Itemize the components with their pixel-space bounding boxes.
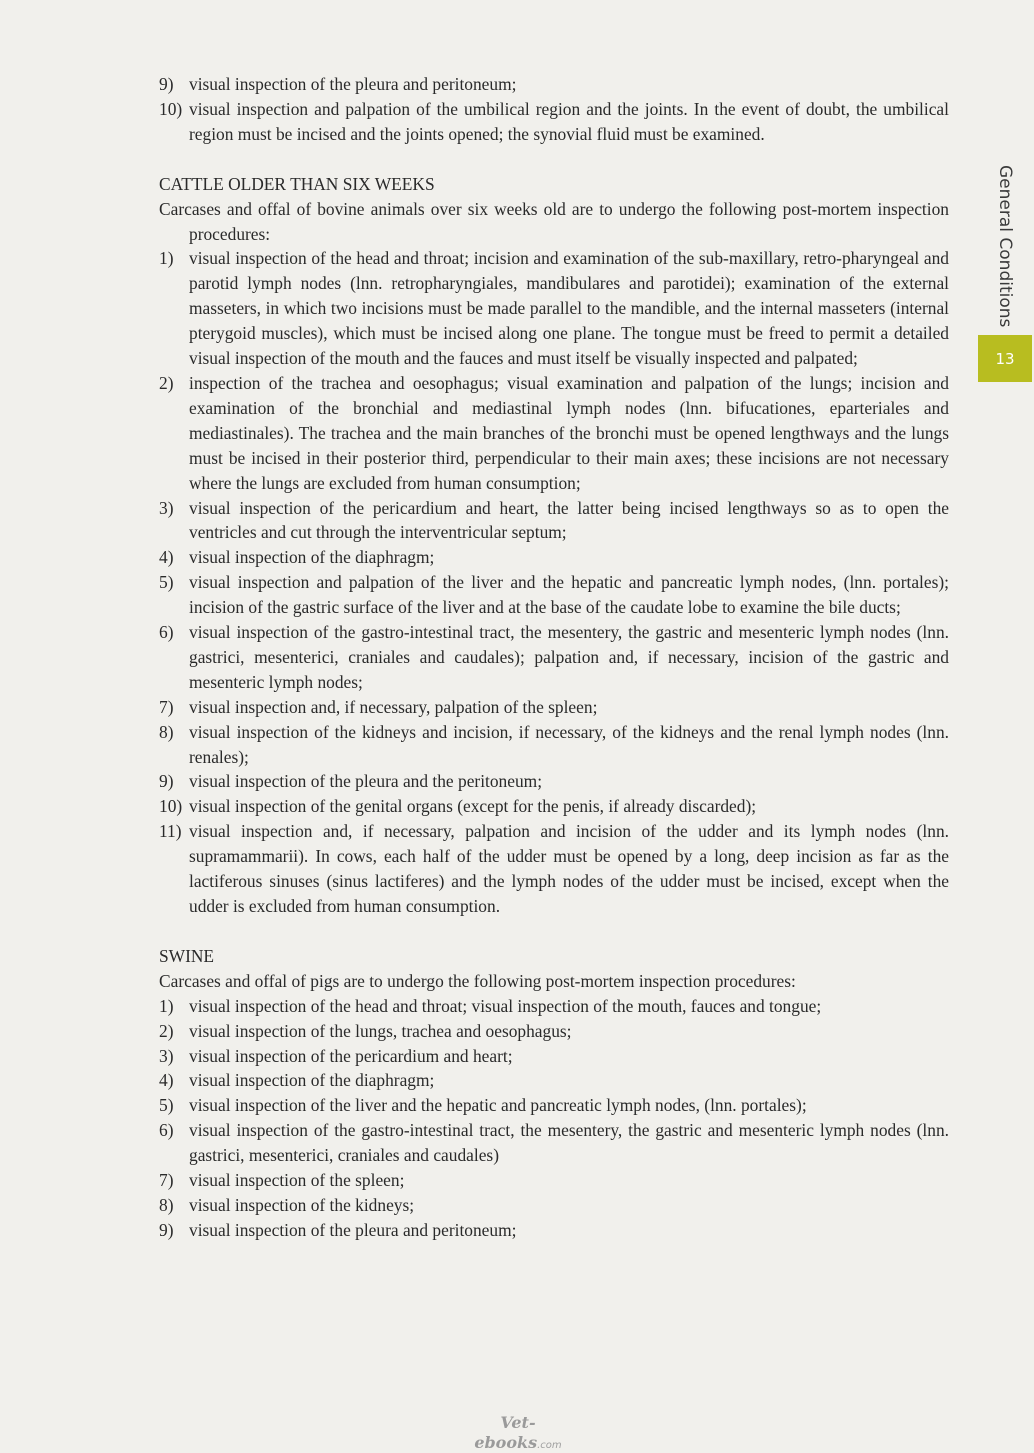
list-item: 6) visual inspection of the gastro-intestinal tract, the mesentery, the gastric and mesenteric lymph nodes (lnn. gastrici, mesenterici, craniales and caudales); palpation and, if necessary, incision of the gastric and mesenteric lymph nodes; (159, 622, 949, 692)
list-item: 6) visual inspection of the gastro-intestinal tract, the mesentery, the gastric and mesenteric lymph nodes (lnn. gastrici, mesenterici, craniales and caudales) (159, 1120, 949, 1166)
list-item: 7) visual inspection and, if necessary, palpation of the spleen; (159, 696, 598, 717)
list-item: 8) visual inspection of the kidneys; (159, 1194, 415, 1215)
list-item: 5) visual inspection of the liver and the hepatic and pancreatic lymph nodes, (lnn. portales); (159, 1095, 807, 1116)
watermark-text: Vet-ebooks (474, 1413, 538, 1452)
list-item: 7) visual inspection of the spleen; (159, 1170, 405, 1191)
section-title: General Conditions (995, 165, 1015, 328)
list-item: 9) visual inspection of the pleura and the peritoneum; (159, 771, 543, 792)
list-item: 1) visual inspection of the head and throat; visual inspection of the mouth, fauces and tongue; (159, 995, 822, 1016)
section-intro-swine: Carcases and offal of pigs are to undergo the following post-mortem inspection procedures: (159, 970, 796, 991)
spacer (159, 919, 949, 944)
list-item: 4) visual inspection of the diaphragm; (159, 1070, 435, 1091)
list-item: 3) visual inspection of the pericardium and heart; (159, 1045, 513, 1066)
list-item: 5) visual inspection and palpation of the liver and the hepatic and pancreatic lymph nodes, (lnn. portales); incision of the gastric surface of the liver and at the base of the caudate lobe to examine the bile ducts; (159, 572, 949, 618)
section-heading-cattle: CATTLE OLDER THAN SIX WEEKS (159, 173, 435, 194)
page-number-tab (978, 335, 1032, 382)
list-item: 9) visual inspection of the pleura and peritoneum; (159, 74, 517, 94)
page-number: 13 (995, 349, 1015, 368)
section-intro-cattle: Carcases and offal of bovine animals over six weeks old are to undergo the following post-mortem inspection procedures: (159, 198, 949, 244)
footer-watermark (458, 1413, 578, 1452)
list-item: 1) visual inspection of the head and throat; incision and examination of the sub-maxillary, retro-pharyngeal and parotid lymph nodes (lnn. retropharyngiales, mandibulares and parotidei); examination of the external masseters, in which two incisions must be made parallel to the mandible, and the internal masseters (internal pterygoid muscles), which must be incised along one plane. The tongue must be freed to permit a detailed visual inspection of the mouth and the fauces and must itself be visually inspected and palpated; (159, 248, 949, 369)
list-item: 2) visual inspection of the lungs, trachea and oesophagus; (159, 1020, 572, 1041)
list-item: 8) visual inspection of the kidneys and incision, if necessary, of the kidneys and the renal lymph nodes (lnn. renales); (159, 721, 949, 767)
watermark-suffix: .com (537, 1440, 562, 1451)
list-item: 2) inspection of the trachea and oesophagus; visual examination and palpation of the lungs; incision and examination of the bronchial and mediastinal lymph nodes (lnn. bifucationes, eparteriales and mediastinales). The trachea and the main branches of the bronchi must be opened lengthways and the lungs must be incised in their posterior third, perpendicular to their main axes; these incisions are not necessary where the lungs are excluded from human consumption; (159, 372, 949, 493)
section-heading-swine: SWINE (159, 945, 215, 966)
page-content (159, 72, 949, 1243)
list-item: 11) visual inspection and, if necessary, palpation and incision of the udder and its lymph nodes (lnn. supramammarii). In cows, each half of the udder must be opened by a long, deep incision as far as the lactiferous sinuses (sinus lactiferes) and the lymph nodes of the udder must be incised, except when the udder is excluded from human consumption. (159, 821, 949, 916)
section-side-label (978, 165, 1032, 328)
list-item: 10) visual inspection and palpation of the umbilical region and the joints. In the event of doubt, the umbilical region must be incised and the joints opened; the synovial fluid must be examined. (159, 98, 949, 144)
list-item: 4) visual inspection of the diaphragm; (159, 547, 435, 568)
spacer (159, 147, 949, 172)
list-item: 10) visual inspection of the genital organs (except for the penis, if already discarded); (159, 796, 757, 817)
list-item: 3) visual inspection of the pericardium and heart, the latter being incised lengthways so as to open the ventricles and cut through the interventricular septum; (159, 497, 949, 543)
list-item: 9) visual inspection of the pleura and peritoneum; (159, 1219, 517, 1240)
